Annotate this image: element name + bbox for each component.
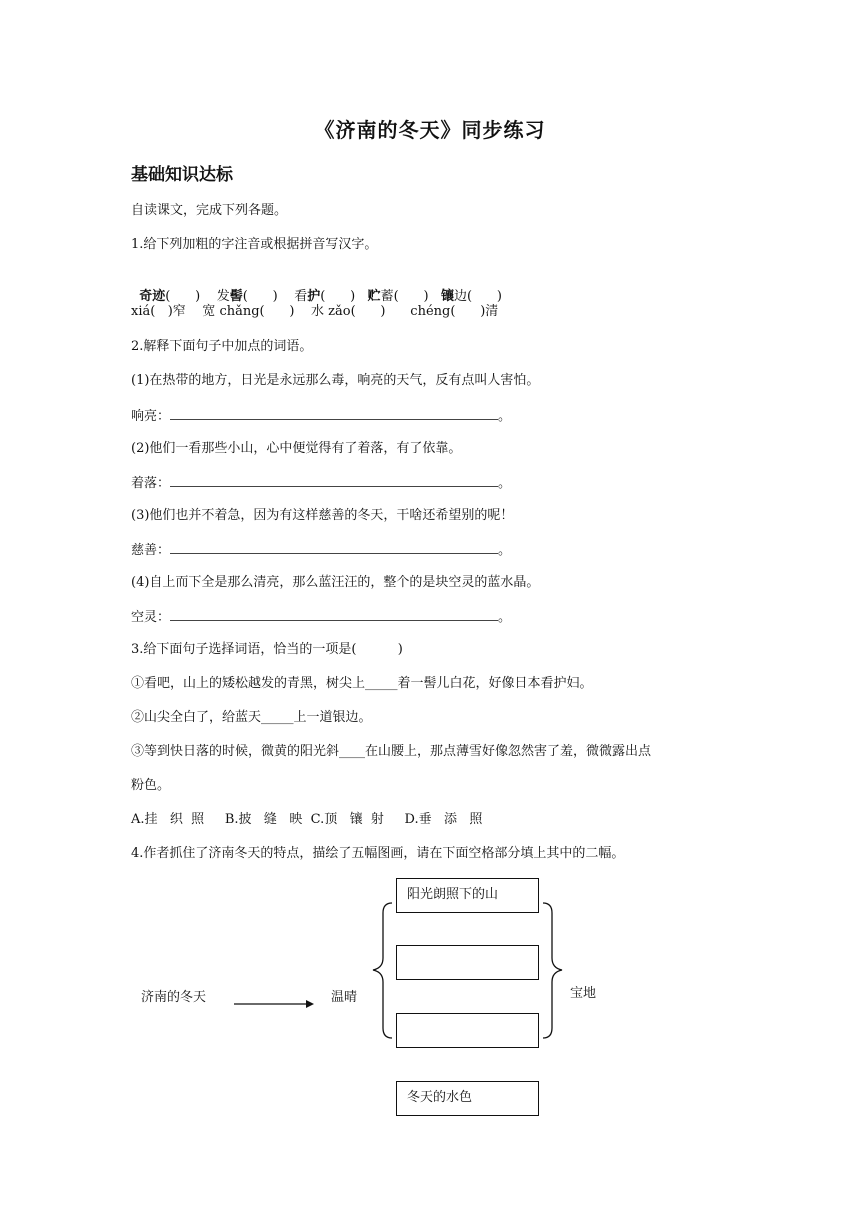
left-brace [373,903,392,1038]
q3-sentence-3-cont: 粉色。 [131,778,171,793]
answer-term: 慈善： [131,543,171,558]
bold-char: 奇 [139,289,153,304]
answer-term: 着落： [131,476,171,491]
q2-sentence-1: (1)在热带的地方，日光是永远那么毒，响亮的天气，反有点叫人害怕。 [131,373,540,388]
question-4: 4.作者抓住了济南冬天的特点，描绘了五幅图画，请在下面空格部分填上其中的二幅。 [131,846,625,861]
blank-slot: ( ) 看 [242,289,308,304]
question-2: 2.解释下面句子中加点的词语。 [131,339,313,354]
blank-slot: 边( ) [453,289,502,304]
period: 。 [498,476,512,491]
diagram-box-2-blank[interactable] [396,945,539,980]
q3-options: A.挂 织 照 B.披 缝 映 C.顶 镶 射 D.垂 添 照 [131,812,483,827]
period: 。 [498,543,512,558]
page-title: 《济南的冬天》同步练习 [314,118,546,142]
diagram-box-4: 冬天的水色 [396,1081,539,1116]
bold-char: 镶 [440,289,454,304]
blank-slot: ( ) [320,289,368,304]
q2-sentence-2: (2)他们一看那些小山，心中便觉得有了着落，有了依靠。 [131,441,462,456]
q3-sentence-3: ③等到快日落的时候，微黄的阳光斜____在山腰上，那点薄雪好像忽然害了羞，微微露出点 [131,744,652,759]
q3-sentence-2: ②山尖全白了，给蓝天_____上一道银边。 [131,710,372,725]
blank-slot: ( ) 发 [165,289,230,304]
question-1-row-2: xiá( )窄 宽 chǎng( ) 水 zǎo( ) chéng( )清 [131,304,499,319]
bold-char: 护 [307,289,321,304]
diagram-source-label: 济南的冬天 [141,990,207,1005]
answer-term: 响亮： [131,409,171,424]
diagram-right-label: 宝地 [570,986,597,1001]
bold-char: 迹 [152,289,166,304]
answer-term: 空灵： [131,610,171,625]
bold-char: 贮 [367,289,381,304]
period: 。 [498,409,512,424]
question-3: 3.给下面句子选择词语，恰当的一项是( ) [131,642,403,657]
q3-sentence-1: ①看吧，山上的矮松越发的青黑，树尖上_____着一髻儿白花，好像日本看护妇。 [131,676,593,691]
arrow-head [306,1000,314,1008]
question-1: 1.给下列加粗的字注音或根据拼音写汉字。 [131,237,378,252]
q2-sentence-3: (3)他们也并不着急，因为有这样慈善的冬天，干啥还希望别的呢！ [131,508,514,523]
diagram-box-1: 阳光朗照下的山 [396,878,539,913]
blank-slot: 蓄( ) [380,289,441,304]
section-heading: 基础知识达标 [131,165,233,185]
bold-char: 髻 [229,289,243,304]
diagram-middle-label: 温晴 [331,990,358,1005]
diagram-box-3-blank[interactable] [396,1013,539,1048]
right-brace [543,903,562,1038]
period: 。 [498,610,512,625]
intro-text: 自读课文，完成下列各题。 [131,203,288,218]
q2-sentence-4: (4)自上而下全是那么清亮，那么蓝汪汪的，整个的是块空灵的蓝水晶。 [131,575,540,590]
